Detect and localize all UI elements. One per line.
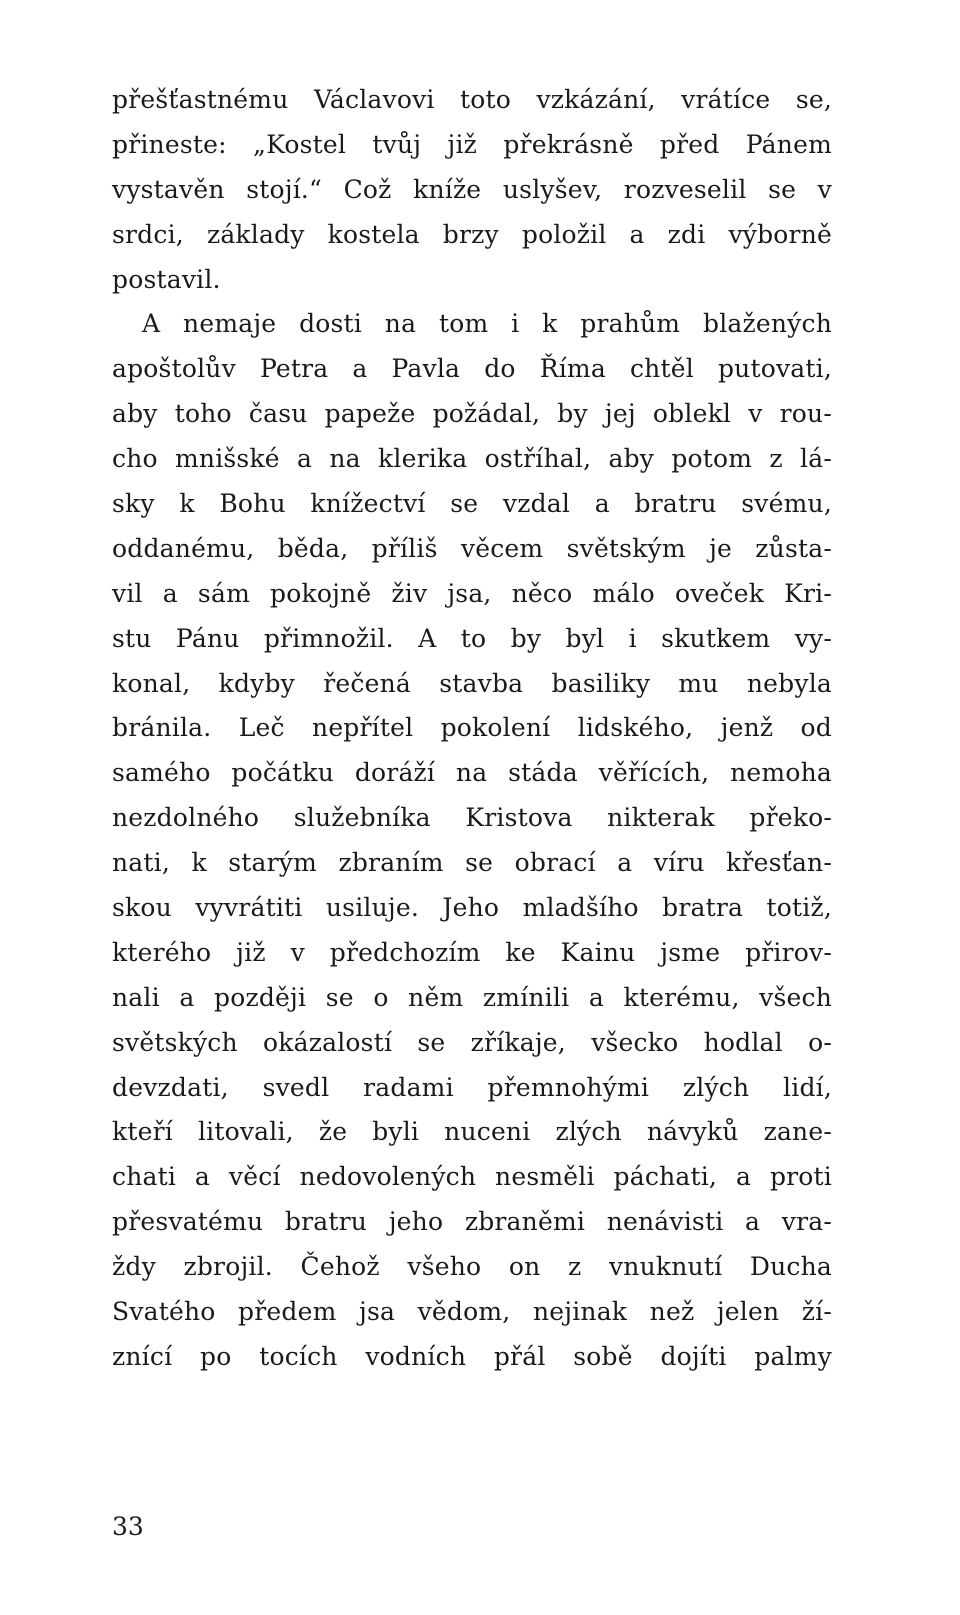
text-line: oddanému, běda, příliš věcem světským je zůsta- (112, 533, 832, 563)
text-line: aby toho času papeže požádal, by jej oblekl v rou- (112, 399, 832, 429)
text-line: samého počátku doráží na stáda věřících, nemoha (112, 758, 832, 788)
text-line: bránila. Leč nepřítel pokolení lidského, jenž od (112, 713, 832, 743)
text-line: nati, k starým zbraním se obrací a víru křesťan- (112, 848, 832, 878)
text-line: konal, kdyby řečená stavba basiliky mu nebyla (112, 668, 832, 698)
text-line: apoštolův Petra a Pavla do Říma chtěl putovati, (112, 354, 832, 384)
text-line: sky k Bohu knížectví se vzdal a bratru svému, (112, 489, 832, 519)
paragraph-first-line: A nemaje dosti na tom i k prahům blažených (142, 309, 832, 339)
text-line: nezdolného služebníka Kristova nikterak překo- (112, 803, 832, 833)
text-line: vystavěn stojí.“ Což kníže uslyšev, rozveselil se v (112, 174, 832, 204)
text-line: nali a později se o něm zmínili a kterému, všech (112, 982, 832, 1012)
page-number: 33 (112, 1512, 144, 1541)
text-line: kteří litovali, že byli nuceni zlých návyků zane- (112, 1117, 832, 1147)
text-line: znící po tocích vodních přál sobě dojíti palmy (112, 1341, 832, 1371)
text-line: přešťastnému Václavovi toto vzkázání, vrátíce se, (112, 85, 832, 114)
text-line: ždy zbrojil. Čehož všeho on z vnuknutí Ducha (112, 1252, 832, 1282)
text-line: vil a sám pokojně živ jsa, něco málo oveček Kri- (112, 578, 832, 608)
text-line: Svatého předem jsa vědom, nejinak než jelen ží- (112, 1297, 832, 1327)
text-line: světských okázalostí se zříkaje, všecko hodlal o- (112, 1027, 832, 1057)
text-line: chati a věcí nedovolených nesměli páchati, a proti (112, 1162, 832, 1192)
text-line: kterého již v předchozím ke Kainu jsme přirov- (112, 937, 832, 967)
text-line: cho mnišské a na klerika ostříhal, aby potom z lá- (112, 444, 832, 474)
text-line: přineste: „Kostel tvůj již překrásně před Pánem (112, 129, 832, 159)
text-line: přesvatému bratru jeho zbraněmi nenávisti a vra- (112, 1207, 832, 1237)
text-line: stu Pánu přimnožil. A to by byl i skutkem vy- (112, 623, 832, 653)
text-line: srdci, základy kostela brzy položil a zdi výborně (112, 219, 832, 249)
body-text (112, 78, 832, 1380)
text-line: devzdati, svedl radami přemnohými zlých lidí, (112, 1072, 832, 1102)
text-line: skou vyvrátiti usiluje. Jeho mladšího bratra totiž, (112, 893, 832, 923)
text-line: postavil. (112, 264, 221, 294)
